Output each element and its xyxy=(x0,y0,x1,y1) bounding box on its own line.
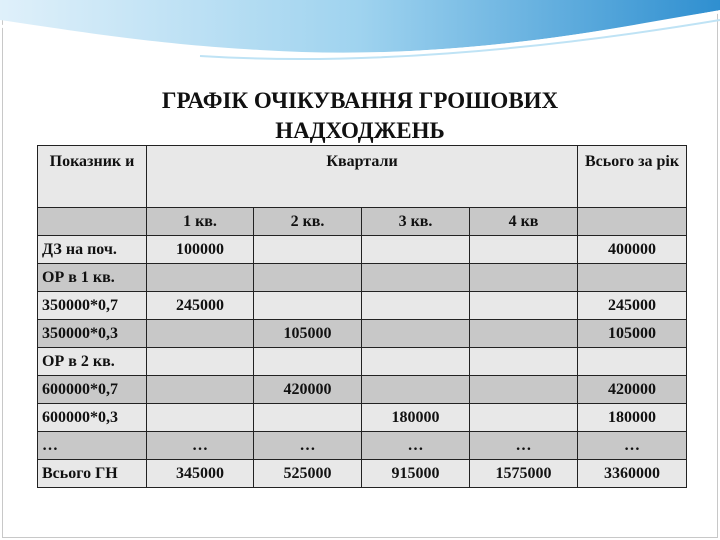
table-cell xyxy=(578,264,687,292)
table-cell xyxy=(362,348,470,376)
table-row xyxy=(38,320,687,348)
title-line-1: ГРАФІК ОЧІКУВАННЯ ГРОШОВИХ xyxy=(161,88,559,113)
subheader-cell xyxy=(38,208,147,236)
table-cell: 245000 xyxy=(147,292,254,320)
table-cell: 245000 xyxy=(578,292,687,320)
subheader-cell: 4 кв xyxy=(470,208,578,236)
table-cell: 3360000 xyxy=(578,460,687,488)
table-cell xyxy=(362,320,470,348)
page-title xyxy=(60,86,660,146)
table-row xyxy=(38,292,687,320)
table-cell xyxy=(470,292,578,320)
table-cell xyxy=(254,236,362,264)
table-cell xyxy=(254,404,362,432)
table-cell xyxy=(254,264,362,292)
table-cell xyxy=(470,404,578,432)
table-cell xyxy=(147,348,254,376)
table-cell: 180000 xyxy=(578,404,687,432)
table-cell xyxy=(362,236,470,264)
table-cell: 420000 xyxy=(254,376,362,404)
table-cell xyxy=(147,376,254,404)
header-quarters: Квартали xyxy=(147,146,578,208)
table-cell xyxy=(254,348,362,376)
row-label: 350000*0,7 xyxy=(38,292,147,320)
table-cell xyxy=(254,292,362,320)
subheader-cell: 1 кв. xyxy=(147,208,254,236)
cash-receipts-table xyxy=(37,145,687,488)
table-cell: … xyxy=(578,432,687,460)
table-cell xyxy=(147,320,254,348)
table-cell: 1575000 xyxy=(470,460,578,488)
header-total: Всього за рік xyxy=(578,146,687,208)
row-label: 600000*0,7 xyxy=(38,376,147,404)
title-line-2: НАДХОДЖЕНЬ xyxy=(275,118,445,143)
table-cell xyxy=(147,404,254,432)
subheader-cell xyxy=(578,208,687,236)
table-cell: 345000 xyxy=(147,460,254,488)
table-cell: … xyxy=(470,432,578,460)
table-cell xyxy=(470,236,578,264)
table-cell xyxy=(362,264,470,292)
table-cell: … xyxy=(254,432,362,460)
table-cell xyxy=(470,348,578,376)
header-wave-decoration xyxy=(0,0,720,70)
table-row xyxy=(38,460,687,488)
table-cell xyxy=(470,320,578,348)
row-label: Всього ГН xyxy=(38,460,147,488)
row-label: ОР в 1 кв. xyxy=(38,264,147,292)
table-cell xyxy=(470,376,578,404)
table-row xyxy=(38,376,687,404)
table-row xyxy=(38,432,687,460)
header-row xyxy=(38,146,687,208)
table-cell xyxy=(470,264,578,292)
table-cell: 915000 xyxy=(362,460,470,488)
subheader-cell: 2 кв. xyxy=(254,208,362,236)
table-cell: 180000 xyxy=(362,404,470,432)
table-cell: 105000 xyxy=(254,320,362,348)
table-cell: 420000 xyxy=(578,376,687,404)
table-cell xyxy=(362,292,470,320)
subheader-row xyxy=(38,208,687,236)
table-cell xyxy=(147,264,254,292)
table-cell: 525000 xyxy=(254,460,362,488)
row-label: … xyxy=(38,432,147,460)
row-label: ДЗ на поч. xyxy=(38,236,147,264)
row-label: ОР в 2 кв. xyxy=(38,348,147,376)
table-cell xyxy=(578,348,687,376)
table-row xyxy=(38,404,687,432)
table-row xyxy=(38,348,687,376)
subheader-cell: 3 кв. xyxy=(362,208,470,236)
table-row xyxy=(38,236,687,264)
row-label: 600000*0,3 xyxy=(38,404,147,432)
header-indicator: Показник и xyxy=(38,146,147,208)
table-cell: … xyxy=(362,432,470,460)
table-cell: 400000 xyxy=(578,236,687,264)
table-row xyxy=(38,264,687,292)
table-cell: 100000 xyxy=(147,236,254,264)
table-cell xyxy=(362,376,470,404)
table-cell: 105000 xyxy=(578,320,687,348)
table-cell: … xyxy=(147,432,254,460)
row-label: 350000*0,3 xyxy=(38,320,147,348)
